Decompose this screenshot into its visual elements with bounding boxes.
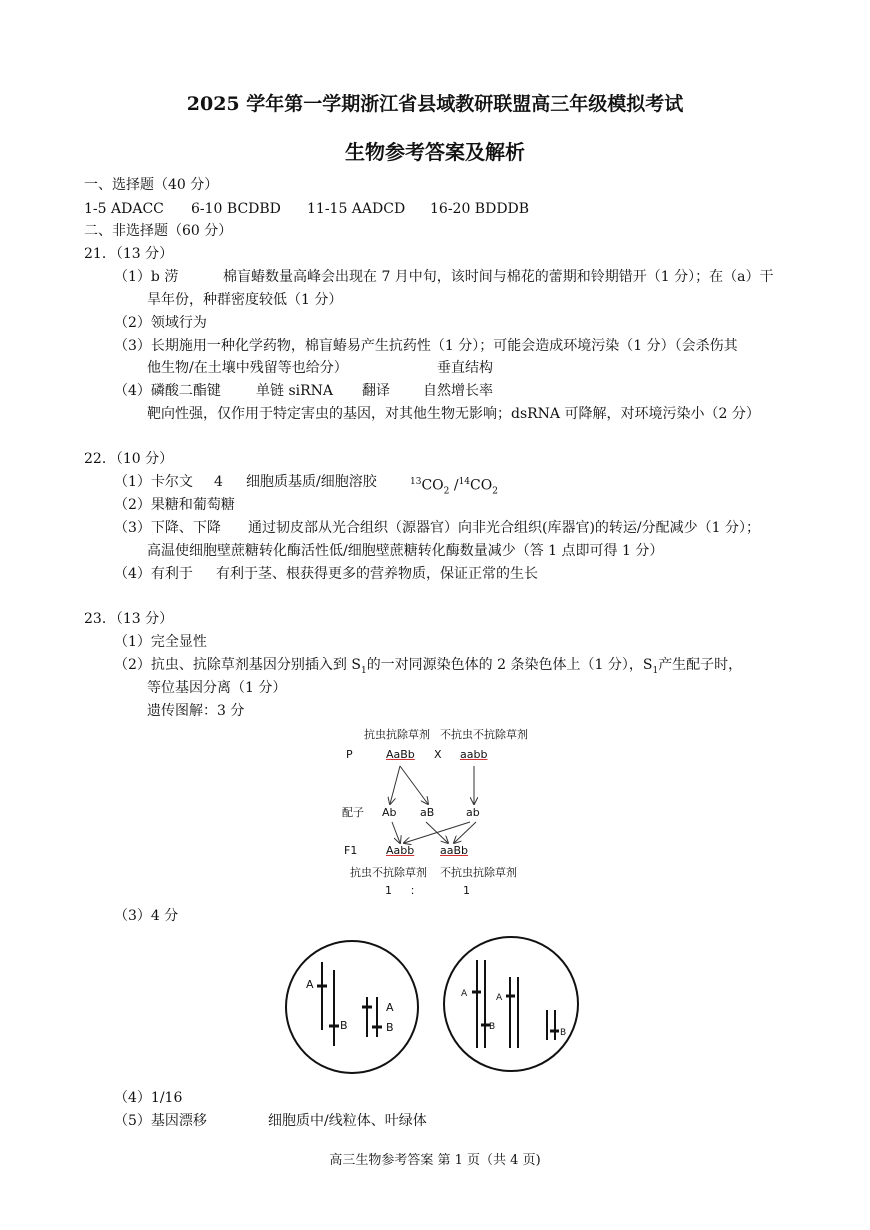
- ratio-right: 1: [463, 884, 470, 897]
- q21-a4-item1: （4）磷酸二酯键: [114, 383, 221, 399]
- q21-heading: 21．（13 分）: [84, 246, 174, 262]
- q23-a2-line1: [114, 655, 742, 681]
- q22-a1-co2: [410, 472, 498, 501]
- q23-a2-line3: 遗传图解：3 分: [147, 703, 245, 719]
- cell1-label-A1: A: [306, 978, 314, 991]
- ratio-left: 1: [385, 884, 392, 897]
- genetic-cross-diagram: [330, 722, 560, 902]
- q23-a2-pre: （2）抗虫、抗除草剂基因分别插入到 S: [114, 657, 361, 673]
- page-footer: 高三生物参考答案 第 1 页（共 4 页): [329, 1153, 541, 1168]
- gamete-ab: ab: [466, 806, 480, 819]
- cell1-label-B2: B: [386, 1021, 394, 1034]
- co2-isotope-14: 14: [458, 477, 471, 487]
- q23-a5-text: 细胞质中/线粒体、叶绿体: [268, 1113, 427, 1129]
- co2-slash: /: [449, 477, 459, 494]
- q21-a4-item3: 翻译: [362, 383, 390, 399]
- q23-a3: （3）4 分: [114, 908, 179, 924]
- q21-a3-line2: 他生物/在土壤中残留等也给分）: [147, 360, 348, 376]
- f1-label: F1: [344, 844, 358, 857]
- section-heading-nonchoice: 二、非选择题（60 分）: [84, 223, 233, 239]
- q21-a2: （2）领域行为: [114, 315, 207, 331]
- document-subtitle: 生物参考答案及解析: [345, 140, 525, 164]
- cell2-label-A2: A: [496, 993, 503, 1003]
- cell-1: [286, 941, 418, 1073]
- document-title: 2025 学年第一学期浙江省县域教研联盟高三年级模拟考试: [186, 93, 684, 115]
- gamete-label: 配子: [342, 806, 364, 819]
- q21-a1-text: 棉盲蝽数量高峰会出现在 7 月中旬，该时间与棉花的蕾期和铃期错开（1 分）；在（a）干: [223, 269, 774, 285]
- choice-answer-16-20: 16-20 BDDDB: [430, 201, 530, 217]
- parent2-genotype: aabb: [460, 748, 488, 761]
- q21-a3-line1: （3）长期施用一种化学药物，棉盲蝽易产生抗药性（1 分）；可能会造成环境污染（1 分）（会杀伤其: [114, 338, 738, 354]
- parent1-phenotype: 抗虫抗除草剂: [364, 728, 430, 741]
- co2-text-a: CO: [421, 477, 444, 494]
- s1-subscript: 1: [360, 665, 367, 676]
- cross-symbol: X: [434, 748, 442, 761]
- q22-a3-text: 通过韧皮部从光合组织（源器官）向非光合组织(库器官)的转运/分配减少（1 分）；: [248, 520, 760, 536]
- cross-arrows: [330, 722, 560, 902]
- q21-a4-item4: 自然增长率: [423, 383, 493, 399]
- q23-a5-label: （5）基因漂移: [114, 1113, 207, 1129]
- cell1-label-B1: B: [340, 1019, 348, 1032]
- parent2-phenotype: 不抗虫不抗除草剂: [440, 728, 528, 741]
- parent1-genotype: AaBb: [386, 748, 415, 761]
- q22-a3-cont: 高温使细胞壁蔗糖转化酶活性低/细胞壁蔗糖转化酶数量减少（答 1 点即可得 1 分）: [147, 543, 664, 559]
- chromosome-cell-figure: [0, 940, 870, 1060]
- q22-a1-item2: 4: [214, 474, 223, 490]
- s1-subscript-2: 1: [652, 665, 659, 676]
- offspring2-phenotype: 不抗虫抗除草剂: [440, 866, 517, 879]
- q22-a1-item3: 细胞质基质/细胞溶胶: [246, 474, 377, 490]
- q22-a4-label: （4）有利于: [114, 566, 193, 582]
- q21-a1-label: （1）b 涝: [114, 269, 179, 285]
- co2-sub-a: 2: [443, 486, 450, 497]
- ratio-colon: ：: [410, 884, 421, 897]
- q23-a2-post: 产生配子时，: [658, 657, 743, 673]
- co2-sub-b: 2: [492, 486, 498, 497]
- offspring-Aabb: Aabb: [386, 844, 415, 857]
- q22-a2: （2）果糖和葡萄糖: [114, 497, 235, 513]
- cell2-label-B2: B: [560, 1028, 567, 1038]
- choice-answer-1-5: 1-5 ADACC: [84, 201, 164, 217]
- choice-answer-6-10: 6-10 BCDBD: [191, 201, 281, 217]
- section-heading-choice: 一、选择题（40 分）: [84, 177, 219, 193]
- q23-a2-line2: 等位基因分离（1 分）: [147, 680, 287, 696]
- offspring-aaBb: aaBb: [440, 844, 469, 857]
- cell2-label-A1: A: [461, 989, 468, 999]
- q22-heading: 22．（10 分）: [84, 451, 174, 467]
- offspring1-phenotype: 抗虫不抗除草剂: [350, 866, 427, 879]
- q21-a1-cont: 旱年份，种群密度较低（1 分）: [147, 292, 343, 308]
- q23-a1: （1）完全显性: [114, 634, 207, 650]
- choice-answer-11-15: 11-15 AADCD: [307, 201, 406, 217]
- q23-heading: 23．（13 分）: [84, 611, 174, 627]
- p-generation-label: P: [346, 748, 353, 761]
- q22-a1-item1: （1）卡尔文: [114, 474, 193, 490]
- q21-a4-item2: 单链 siRNA: [256, 383, 334, 399]
- gamete-aB: aB: [420, 806, 435, 819]
- q21-a4-cont: 靶向性强，仅作用于特定害虫的基因，对其他生物无影响；dsRNA 可降解，对环境污染小（2 分）: [147, 406, 760, 422]
- co2-isotope-13: 13: [410, 477, 422, 487]
- q23-a4: （4）1/16: [114, 1090, 183, 1106]
- q22-a4-text: 有利于茎、根获得更多的营养物质，保证正常的生长: [216, 566, 538, 582]
- gamete-Ab: Ab: [382, 806, 397, 819]
- co2-text-b: CO: [470, 477, 493, 494]
- cell1-label-A2: A: [386, 1001, 394, 1014]
- q22-a3-label: （3）下降、下降: [114, 520, 221, 536]
- q21-a3-extra: 垂直结构: [437, 360, 493, 376]
- cell2-label-B1: B: [489, 1022, 496, 1032]
- q23-a2-mid: 的一对同源染色体的 2 条染色体上（1 分），S: [366, 657, 653, 673]
